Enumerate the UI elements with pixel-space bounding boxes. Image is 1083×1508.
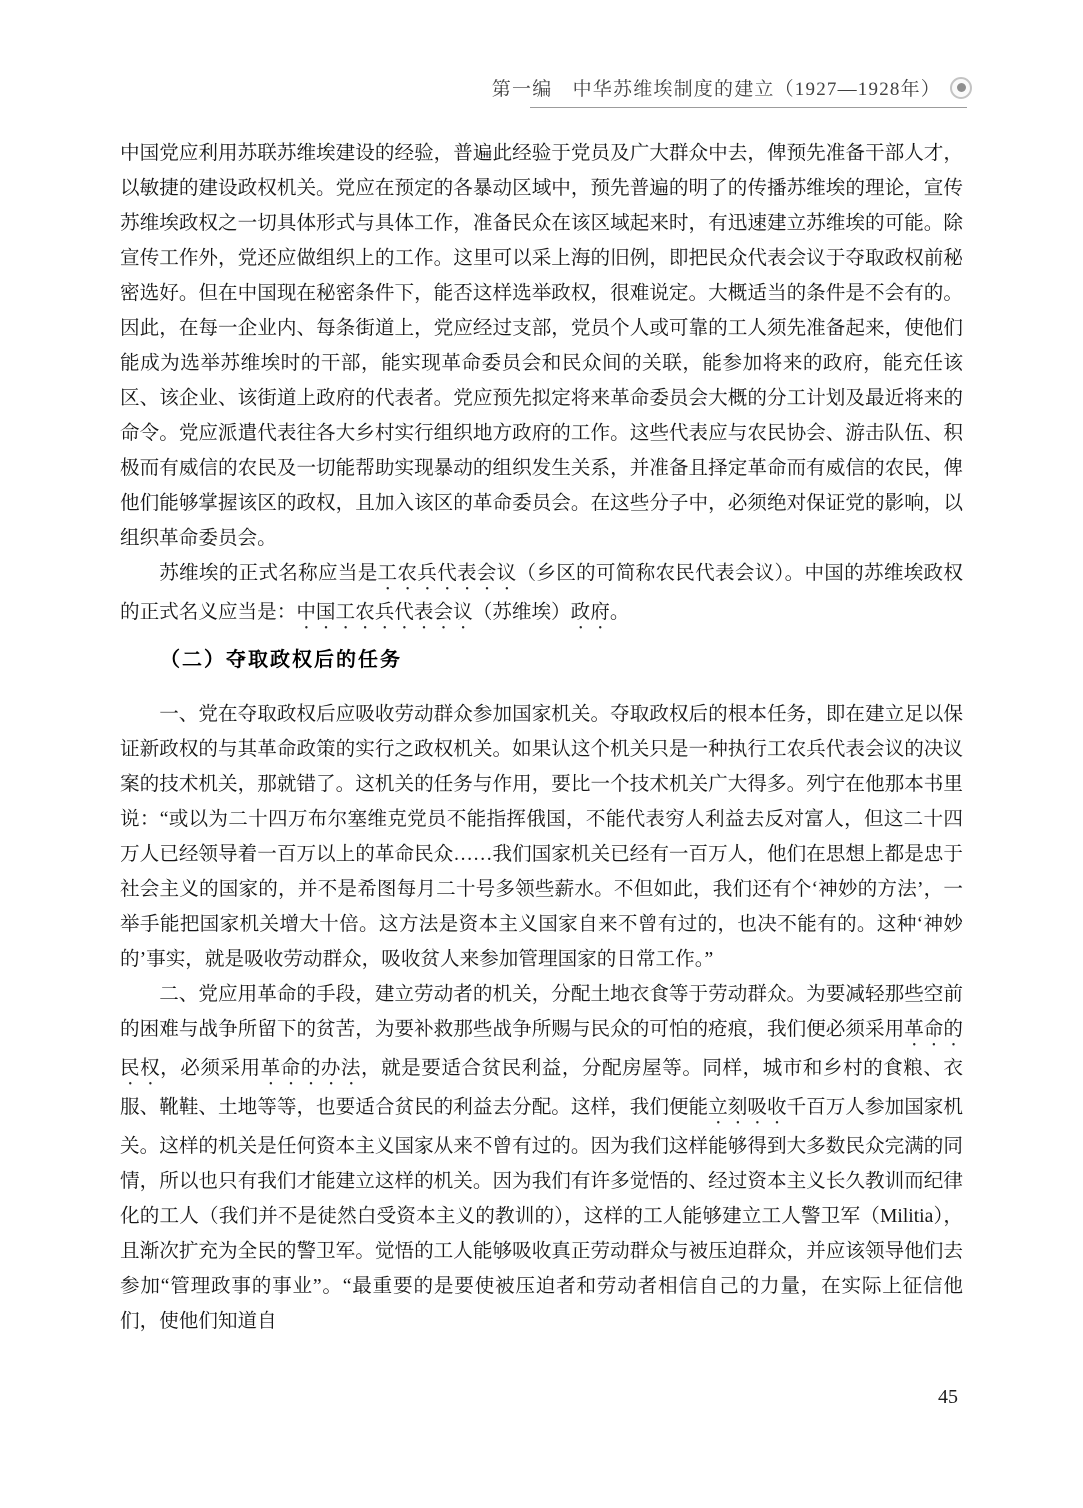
page-body-text	[120, 136, 963, 1339]
text-run: 中国党应利用苏联苏维埃建设的经验，普遍此经验于党员及广大群众中去，俾预先准备干部人才，以敏捷的建设政权机关。党应在预定的各暴动区域中，预先普遍的明了的传播苏维埃的理论，宣传苏维埃政权之一切具体形式与具体工作，准备民众在该区域起来时，有迅速建立苏维埃的可能。除宣传工作外，党还应做组织上的工作。这里可以采上海的旧例，即把民众代表会议于夺取政权前秘密选好。但在中国现在秘密条件下，能否这样选举政权，很难说定。大概适当的条件是不会有的。因此，在每一企业内、每条街道上，党应经过支部，党员个人或可靠的工人须先准备起来，使他们能成为选举苏维埃时的干部，能实现革命委员会和民众间的关联，能参加将来的政府，能充任该区、该企业、该街道上政府的代表者。党应预先拟定将来革命委员会大概的分工计划及最近将来的命令。党应派遣代表往各大乡村实行组织地方政府的工作。这些代表应与农民协会、游击队伍、积极而有威信的农民及一切能帮助实现暴动的组织发生关系，并准备且择定革命而有威信的农民，俾他们能够掌握该区的政权，且加入该区的革命委员会。在这些分子中，必须绝对保证党的影响，以组织革命委员会。	[120, 143, 963, 549]
text-run: ，必须采用	[160, 1058, 261, 1079]
paragraph	[120, 556, 963, 634]
text-run: 苏维埃的正式名称应当是	[159, 563, 378, 584]
text-run: 二、党应用革命的手段，建立劳动者的机关，分配土地衣食等于劳动群众。为要减轻那些空前的困难与战争所留下的贫苦，为要补救那些战争所赐与民众的可怕的疮痕，我们便必须采用	[120, 984, 963, 1040]
paragraph	[120, 697, 963, 977]
text-run: （二）夺取政权后的任务	[160, 649, 402, 671]
text-run: 千百万人参加国家机关。这样的机关是任何资本主义国家从来不曾有过的。因为我们这样能够得到大多数民众完满的同情，所以也只有我们才能建立这样的机关。因为我们有许多觉悟的、经过资本主义长久教训而纪律化的工人（我们并不是徒然白受资本主义的教训的），这样的工人能够建立工人警卫军（Militia），且渐次扩充为全民的警卫军。觉悟的工人能够吸收真正劳动群众与被压迫群众，并应该领导他们去参加“管理政事的事业”。“最重要的是要使被压迫者和劳动者相信自己的力量，在实际上征信他们，使他们知道自	[120, 1097, 964, 1332]
text-run: 。	[609, 602, 630, 623]
emphasized-text: 中国工农兵代表会议	[296, 602, 473, 623]
emphasized-text: 工农兵代表会议	[377, 563, 517, 584]
paragraph	[120, 136, 963, 556]
page-number: 45	[938, 1386, 958, 1408]
target-circle-dot	[957, 83, 966, 92]
text-run: （乡区的可简称农民代表会议）。中国的苏维埃政权的正式名义应当是：	[120, 563, 964, 623]
text-run: 一、党在夺取政权后应吸收劳动群众参加国家机关。夺取政权后的根本任务，即在建立足以保证新政权的与其革命政策的实行之政权机关。如果认这个机关只是一种执行工农兵代表会议的决议案的技术机关，那就错了。这机关的任务与作用，要比一个技术机关广大得多。列宁在他那本书里说：“或以为二十四万布尔塞维克党员不能指挥俄国，不能代表穷人利益去反对富人，但这二十四万人已经领导着一百万以上的革命民众……我们国家机关已经有一百万人，他们在思想上都是忠于社会主义的国家的，并不是希图每月二十号多领些薪水。不但如此，我们还有个‘神妙的方法’，一举手能把国家机关增大十倍。这方法是资本主义国家自来不曾有过的，也决不能有的。这种‘神妙的’事实，就是吸收劳动群众，吸收贫人来参加管理国家的日常工作。”	[120, 704, 963, 970]
paragraph	[120, 977, 963, 1339]
emphasized-text: 革命的民权	[120, 1019, 964, 1079]
section-heading	[120, 643, 963, 678]
running-header-title: 第一编 中华苏维埃制度的建立（1927—1928年）	[491, 79, 941, 100]
text-run: （苏维埃）	[472, 602, 571, 623]
emphasized-text: 政府	[570, 602, 610, 623]
emphasized-text: 革命的办法	[260, 1058, 362, 1079]
header-rule	[530, 107, 967, 108]
running-header	[0, 74, 972, 101]
emphasized-text: 立刻吸收	[708, 1097, 787, 1118]
target-circle-icon	[950, 77, 972, 99]
text-run: ，就是要适合贫民利益，分配房屋等。同样，城市和乡村的食粮、衣服、靴鞋、土地等等，也要适合贫民的利益去分配。这样，我们便能	[120, 1058, 964, 1118]
